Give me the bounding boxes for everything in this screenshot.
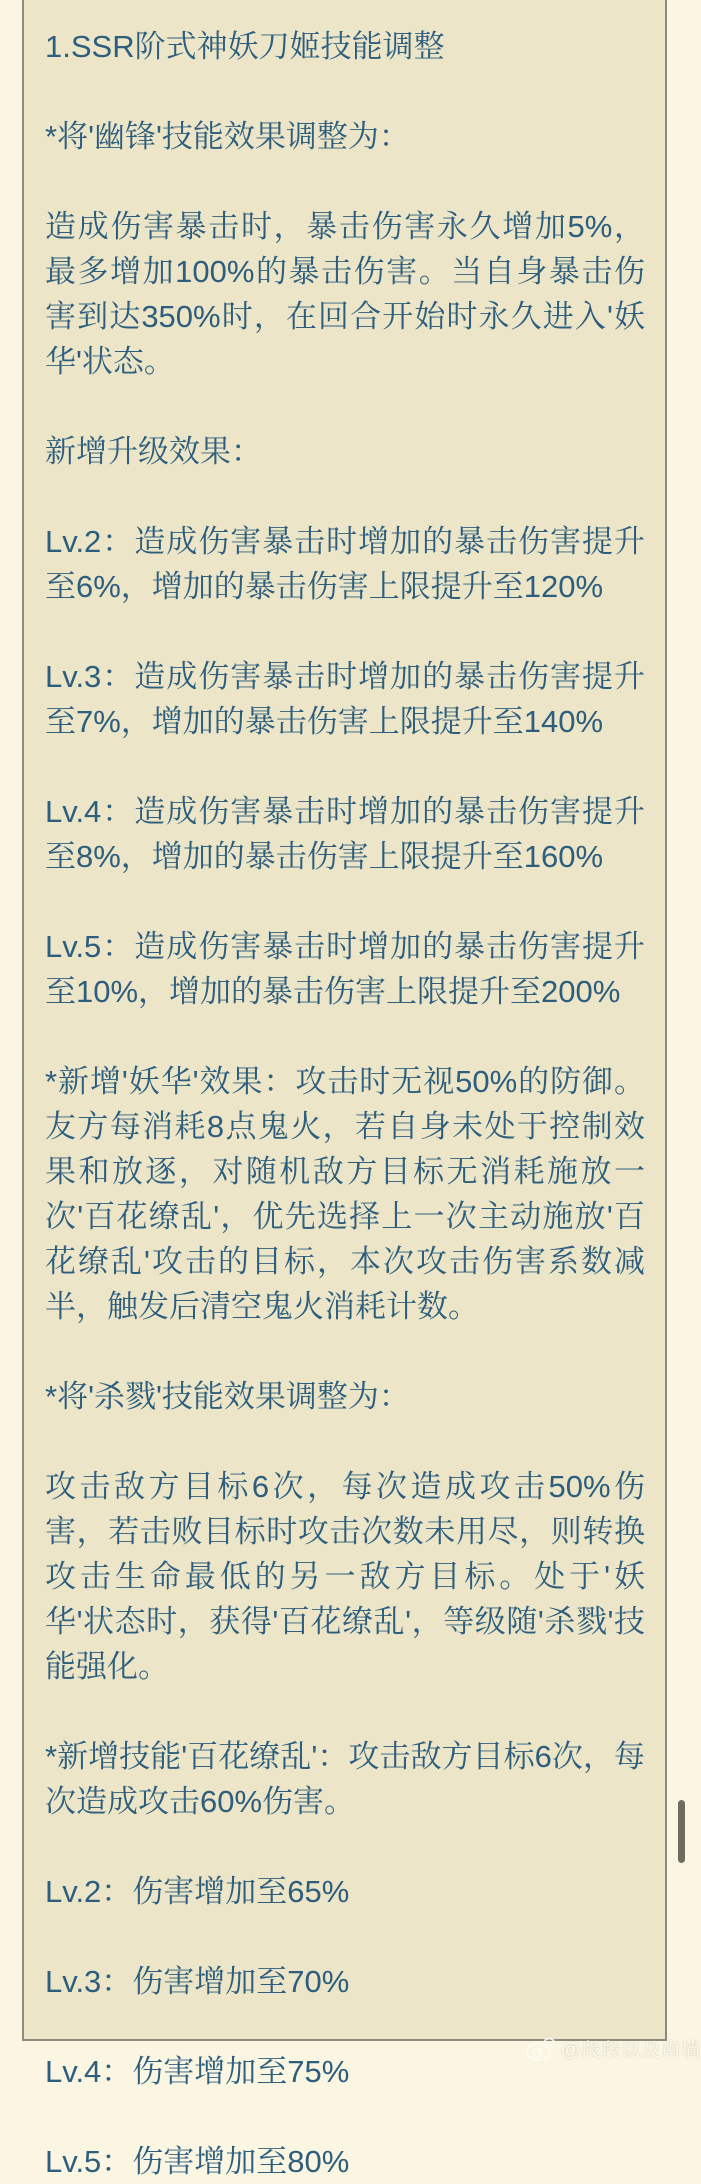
- patch-notes-content: [24, 0, 665, 2184]
- weibo-icon: [526, 2035, 556, 2061]
- heading-ssr-skill-adjustment: 1.SSR阶式神妖刀姬技能调整: [45, 29, 445, 64]
- watermark-text: @段段以及南墙: [561, 2039, 701, 2061]
- baihua-lv4-line: Lv.4：伤害增加至75%: [45, 2054, 350, 2089]
- new-skill-baihualiaoluan-desc: *新增技能'百花缭乱'：攻击敌方目标6次，每次造成攻击60%伤害。: [45, 1739, 645, 1819]
- baihua-lv5-line: Lv.5：伤害增加至80%: [45, 2144, 350, 2179]
- skill-header-youfeng: *将'幽锋'技能效果调整为：: [45, 119, 410, 154]
- upgrade-effects-header: 新增升级效果：: [45, 434, 262, 469]
- scrollbar-thumb[interactable]: [678, 1800, 685, 1863]
- youfeng-lv3-line: Lv.3：造成伤害暴击时增加的暴击伤害提升至7%，增加的暴击伤害上限提升至140%: [45, 659, 645, 739]
- skill-desc-shalu: 攻击敌方目标6次，每次造成攻击50%伤害，若击败目标时攻击次数未用尽，则转换攻击生命最低的另一敌方目标。处于'妖华'状态时，获得'百花缭乱'，等级随'杀戮'技能强化。: [45, 1469, 645, 1684]
- youfeng-lv5-line: Lv.5：造成伤害暴击时增加的暴击伤害提升至10%，增加的暴击伤害上限提升至200%: [45, 929, 645, 1009]
- yaohua-effect-desc: *新增'妖华'效果：攻击时无视50%的防御。友方每消耗8点鬼火，若自身未处于控制效果和放逐，对随机敌方目标无消耗施放一次'百花缭乱'，优先选择上一次主动施放'百花缭乱'攻击的目标，本次攻击伤害系数减半，触发后清空鬼火消耗计数。: [45, 1064, 645, 1324]
- watermark: [526, 2030, 701, 2066]
- baihua-lv2-line: Lv.2：伤害增加至65%: [45, 1874, 350, 1909]
- skill-desc-youfeng: 造成伤害暴击时，暴击伤害永久增加5%，最多增加100%的暴击伤害。当自身暴击伤害到达350%时，在回合开始时永久进入'妖华'状态。: [45, 209, 645, 379]
- skill-header-shalu: *将'杀戮'技能效果调整为：: [45, 1379, 410, 1414]
- youfeng-lv2-line: Lv.2：造成伤害暴击时增加的暴击伤害提升至6%，增加的暴击伤害上限提升至120%: [45, 524, 645, 604]
- youfeng-lv4-line: Lv.4：造成伤害暴击时增加的暴击伤害提升至8%，增加的暴击伤害上限提升至160%: [45, 794, 645, 874]
- baihua-lv3-line: Lv.3：伤害增加至70%: [45, 1964, 350, 1999]
